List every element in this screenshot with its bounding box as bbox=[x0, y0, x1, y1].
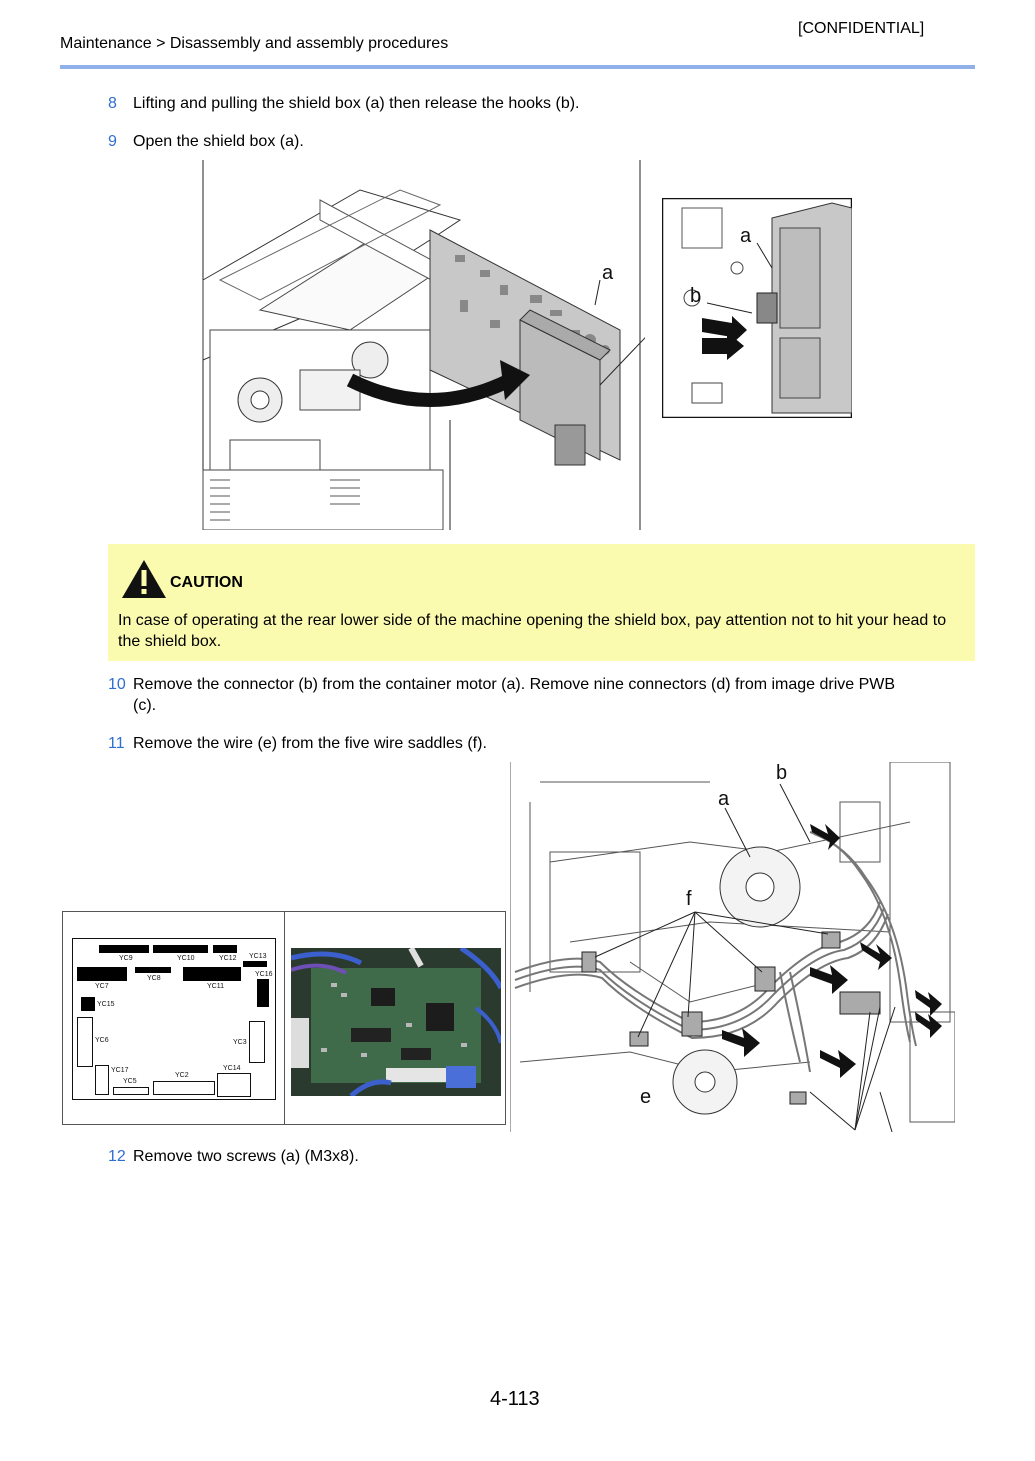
page-number: 4-113 bbox=[490, 1388, 540, 1410]
step-text-continued: (c). bbox=[133, 697, 157, 714]
label-yc9: YC9 bbox=[119, 955, 133, 962]
label-yc17: YC17 bbox=[111, 1067, 129, 1074]
connector-yc15 bbox=[81, 997, 95, 1011]
step-11 bbox=[108, 733, 487, 754]
connector-yc14 bbox=[217, 1073, 251, 1097]
caution-box bbox=[108, 544, 975, 661]
label-yc6: YC6 bbox=[95, 1037, 109, 1044]
connector-yc16 bbox=[257, 979, 269, 1007]
label-yc13: YC13 bbox=[249, 953, 267, 960]
connector-yc10 bbox=[153, 945, 208, 953]
pwb-figure-divider bbox=[284, 911, 285, 1125]
label-yc11: YC11 bbox=[207, 983, 224, 990]
step-number: 12 bbox=[108, 1148, 126, 1165]
step-8 bbox=[108, 93, 580, 114]
callout-a-main: a bbox=[602, 262, 614, 284]
connector-yc8 bbox=[135, 967, 171, 973]
header-divider bbox=[60, 65, 975, 69]
label-yc3: YC3 bbox=[233, 1039, 247, 1046]
step-number: 8 bbox=[108, 95, 117, 112]
label-yc16: YC16 bbox=[255, 971, 273, 978]
connector-yc13 bbox=[243, 961, 267, 967]
connector-yc5 bbox=[113, 1087, 149, 1095]
step-10 bbox=[108, 674, 968, 716]
connector-yc9 bbox=[99, 945, 149, 953]
callout-b-wiring: b bbox=[776, 762, 788, 784]
pwb-connector-diagram bbox=[72, 938, 276, 1100]
callout-f-wiring: f bbox=[686, 888, 692, 910]
step-number: 10 bbox=[108, 676, 126, 693]
wiring-illustration bbox=[510, 762, 955, 1132]
connector-yc11 bbox=[183, 967, 241, 981]
step-9 bbox=[108, 131, 304, 152]
confidential-label: [CONFIDENTIAL] bbox=[798, 20, 925, 37]
pwb-photo bbox=[291, 948, 501, 1096]
connector-yc6 bbox=[77, 1017, 93, 1067]
label-yc5: YC5 bbox=[123, 1078, 137, 1085]
step-text: Remove the connector (b) from the container motor (a). Remove nine connectors (d) from image drive PWB bbox=[133, 676, 896, 693]
callout-b-inset: b bbox=[690, 285, 702, 307]
callout-a-inset: a bbox=[740, 225, 752, 247]
caution-text: In case of operating at the rear lower side of the machine opening the shield box, pay attention not to hit your head to the shield box. bbox=[118, 612, 947, 650]
label-yc7: YC7 bbox=[95, 983, 109, 990]
callout-e-wiring: e bbox=[640, 1086, 652, 1108]
step-12 bbox=[108, 1146, 359, 1167]
step-text: Remove the wire (e) from the five wire saddles (f). bbox=[133, 735, 487, 752]
connector-yc3 bbox=[249, 1021, 265, 1063]
step-text: Lifting and pulling the shield box (a) then release the hooks (b). bbox=[133, 95, 580, 112]
hook-detail-inset bbox=[662, 198, 852, 418]
step-text: Open the shield box (a). bbox=[133, 133, 304, 150]
connector-yc12 bbox=[213, 945, 237, 953]
breadcrumb: Maintenance > Disassembly and assembly procedures bbox=[60, 35, 449, 52]
label-yc15: YC15 bbox=[97, 1001, 115, 1008]
shield-box-illustration bbox=[200, 160, 645, 530]
label-yc12: YC12 bbox=[219, 955, 237, 962]
label-yc14: YC14 bbox=[223, 1065, 241, 1072]
label-yc10: YC10 bbox=[177, 955, 195, 962]
step-number: 9 bbox=[108, 133, 117, 150]
caution-title: CAUTION bbox=[170, 574, 243, 591]
label-yc8: YC8 bbox=[147, 975, 161, 982]
label-yc2: YC2 bbox=[175, 1072, 189, 1079]
connector-yc2 bbox=[153, 1081, 215, 1095]
connector-yc7 bbox=[77, 967, 127, 981]
step-number: 11 bbox=[108, 735, 125, 752]
warning-icon bbox=[120, 558, 168, 600]
callout-a-wiring: a bbox=[718, 788, 730, 810]
step-text: Remove two screws (a) (M3x8). bbox=[133, 1148, 359, 1165]
connector-yc17 bbox=[95, 1065, 109, 1095]
